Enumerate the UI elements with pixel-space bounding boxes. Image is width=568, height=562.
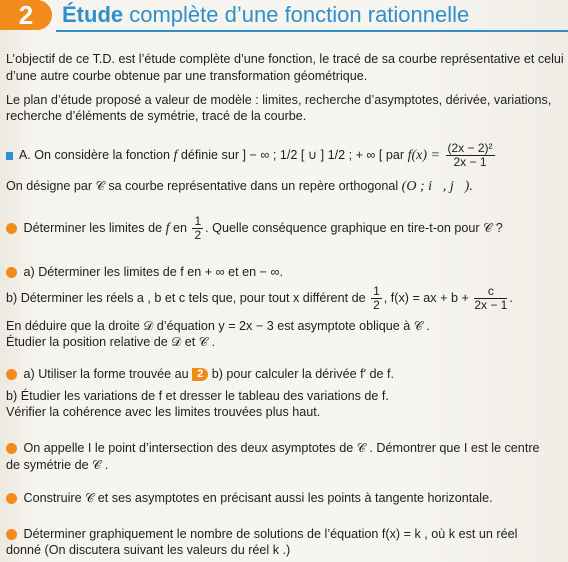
section-title [62,2,469,28]
q1-rest: . Quelle conséquence graphique en tire-t-on pour [205,221,480,235]
fraction-numerator: (2x − 2)² [447,141,493,156]
question-2c: En déduire que la droite 𝒟 d’équation y = 2x − 3 est asymptote oblique à 𝒞 . [6,319,430,333]
repere-text: (O ; i⃗, j⃗). [401,179,473,194]
par-label: par [385,148,405,162]
q2b-half-numerator: 1 [373,284,380,299]
curve-definition [6,178,473,195]
title-bold: Étude [62,2,124,27]
c-numerator: c [474,285,507,299]
q2b-half-denominator: 2 [373,298,380,313]
intro-line-2: d’une autre courbe obtenue par une transformation géométrique. [6,69,368,83]
intro-line-1: L’objectif de ce T.D. est l’étude complète d’une fonction, le tracé de sa courbe représentative et celui [6,52,564,66]
question-4-bullet [6,443,17,454]
c-denominator: 2x − 1 [474,298,508,313]
on-designe-text: On désigne par [6,179,93,193]
q1-text: Déterminer les limites de [23,221,163,235]
half-numerator: 1 [194,214,202,229]
question-6-line-2: donné (On discutera suivant les valeurs du réel k .) [6,543,291,557]
q2b-half [371,285,382,312]
q2b-c-fraction [474,285,507,312]
title-rest: complète d’une fonction rationnelle [129,2,470,27]
q3a-rest: b) pour calculer la dérivée f′ de f. [211,367,394,381]
question-4-line-1 [6,440,540,456]
q6-text: Déterminer graphiquement le nombre de solutions de l’équation f(x) = k , où k est un réel [23,527,518,541]
intro-line-4: recherche d’éléments de symétrie, tracé de la courbe. [6,109,307,123]
question-3b: b) Étudier les variations de f et dresser le tableau des variations de f. [6,389,389,403]
q2b-lead: b) Déterminer les réels a , b et c tels que, pour tout x différent de [6,291,366,305]
title-underline [56,30,568,32]
curve-symbol: 𝒞 [95,179,105,193]
q5-text: Construire 𝒞 et ses asymptotes en précisant aussi les points à tangente horizontale. [23,491,493,505]
question-5-bullet [6,493,17,504]
section-number-badge: 2 [0,0,52,30]
section-ref-badge: 2 [192,368,208,381]
q2b-end: . [509,291,513,305]
question-4-line-2: de symétrie de 𝒞 . [6,458,109,472]
curve-text: sa courbe représentative dans un repère orthogonal [108,179,399,193]
question-6-bullet [6,529,17,540]
defined-on-label: définie sur [180,148,240,162]
domain-interval: ] − ∞ ; 1/2 [ ∪ ] 1/2 ; + ∞ [ [242,148,383,162]
q2b-fx: , f(x) = ax + b + [383,291,469,305]
part-a-definition [6,140,497,170]
q1-en: en [172,221,187,235]
function-fraction [446,142,495,169]
q1-half [192,215,203,242]
fx-label: f(x) = [407,148,440,163]
function-name: f [173,148,178,163]
question-6-line-1 [6,526,517,542]
question-2d: Étudier la position relative de 𝒟 et 𝒞 . [6,335,215,349]
q4-text: On appelle I le point d’intersection des deux asymptotes de 𝒞 . Démontrer que I est le centre [23,441,540,455]
question-2b [6,283,513,313]
question-3c: Vérifier la cohérence avec les limites trouvées plus haut. [6,405,321,419]
q3a-lead: a) Utiliser la forme trouvée au [23,367,189,381]
q1-f: f [165,221,170,236]
part-a-lead: A. On considère la fonction [18,148,171,162]
question-1 [6,213,503,243]
question-3-bullet [6,369,17,380]
question-2a [6,264,283,280]
q1-curve: 𝒞 ? [483,221,503,235]
question-3a [6,366,394,382]
question-1-bullet [6,223,17,234]
part-a-marker [6,152,13,160]
question-2-bullet [6,267,17,278]
half-denominator: 2 [194,228,202,243]
q2a-text: a) Déterminer les limites de f en + ∞ et en − ∞. [23,265,283,279]
section-header [0,0,568,34]
fraction-denominator: 2x − 1 [453,155,487,170]
intro-line-3: Le plan d’étude proposé a valeur de modèle : limites, recherche d’asymptotes, dérivée, variations, [6,93,552,107]
question-5 [6,490,493,506]
